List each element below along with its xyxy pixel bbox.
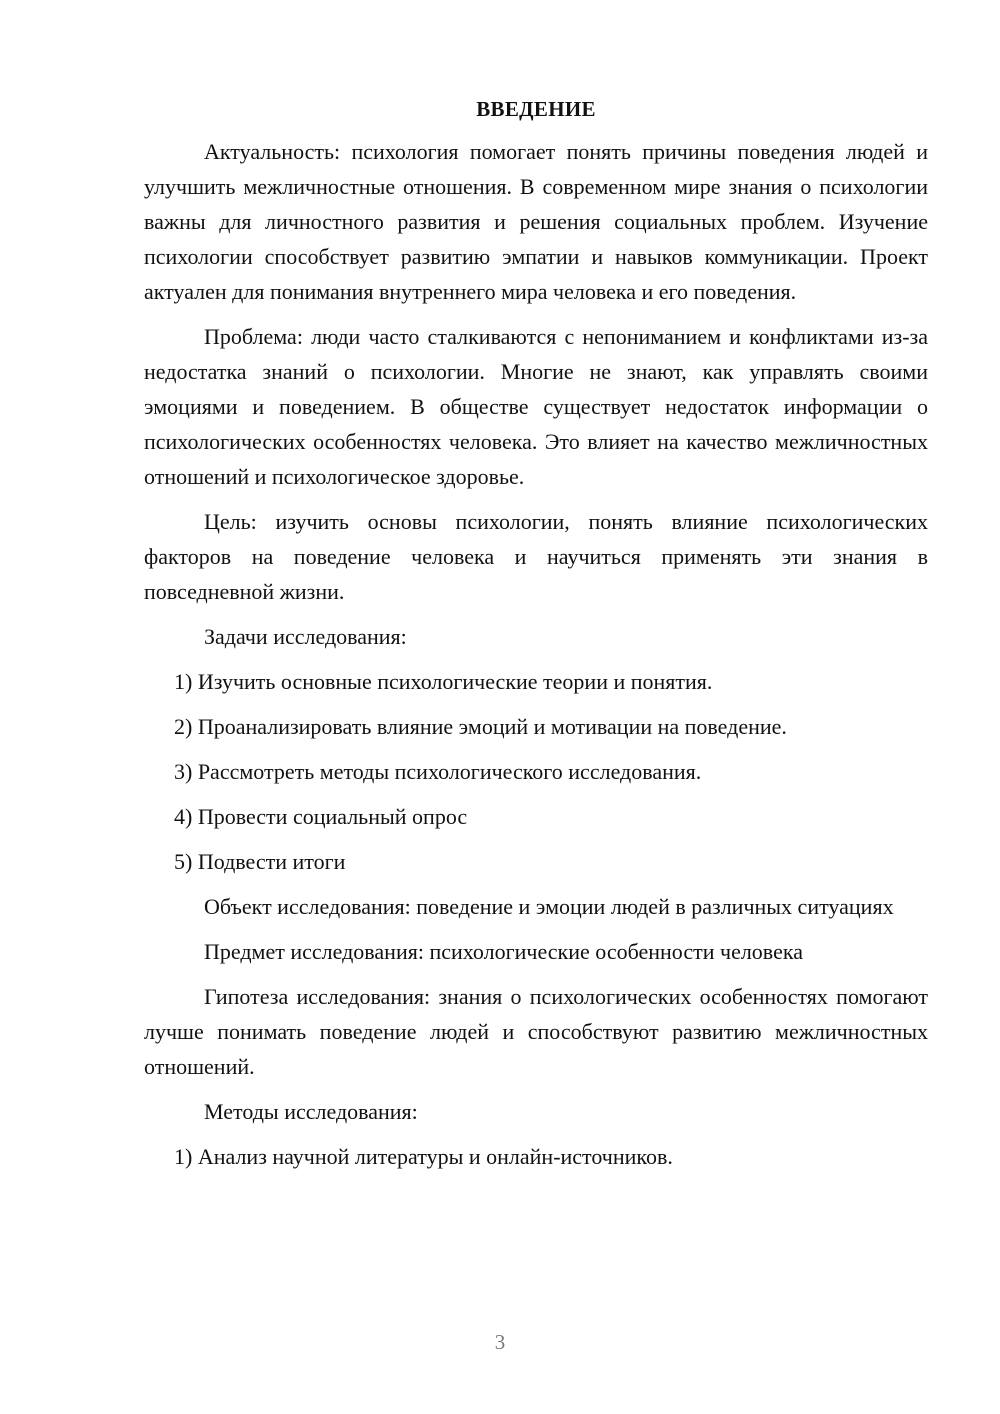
tasks-list — [144, 664, 928, 879]
relevance-paragraph: Актуальность: психология помогает понять причины поведения людей и улучшить межличностные отношения. В современном мире знания о психологии важны для личностного развития и решения социальных проблем. Изучение психологии способствует развитию эмпатии и навыков коммуникации. Проект актуален для понимания внутреннего мира человека и его поведения. — [144, 139, 928, 304]
hypothesis-paragraph: Гипотеза исследования: знания о психологических особенностях помогают лучше понимать поведение людей и способствуют развитию межличностных отношений. — [144, 984, 928, 1079]
methods-list — [144, 1139, 928, 1174]
page-number: 3 — [494, 1330, 506, 1354]
task-item: 5) Подвести итоги — [174, 849, 346, 874]
tasks-heading: Задачи исследования: — [204, 624, 407, 649]
object-paragraph: Объект исследования: поведение и эмоции людей в различных ситуациях — [204, 894, 894, 919]
goal-paragraph: Цель: изучить основы психологии, понять влияние психологических факторов на поведение человека и научиться применять эти знания в повседневной жизни. — [144, 509, 928, 604]
task-item: 4) Провести социальный опрос — [174, 804, 468, 829]
task-item: 3) Рассмотреть методы психологического исследования. — [174, 759, 702, 784]
section-title: ВВЕДЕНИЕ — [476, 97, 596, 121]
method-item: 1) Анализ научной литературы и онлайн-источников. — [174, 1144, 673, 1169]
methods-heading: Методы исследования: — [204, 1099, 418, 1124]
subject-paragraph: Предмет исследования: психологические особенности человека — [204, 939, 803, 964]
task-item: 1) Изучить основные психологические теории и понятия. — [174, 669, 713, 694]
document-page — [144, 92, 928, 1184]
task-item: 2) Проанализировать влияние эмоций и мотивации на поведение. — [174, 714, 787, 739]
problem-paragraph: Проблема: люди часто сталкиваются с непониманием и конфликтами из-за недостатка знаний о психологии. Многие не знают, как управлять своими эмоциями и поведением. В обществе существует недостаток информации о психологических особенностях человека. Это влияет на качество межличностных отношений и психологическое здоровье. — [144, 324, 928, 489]
